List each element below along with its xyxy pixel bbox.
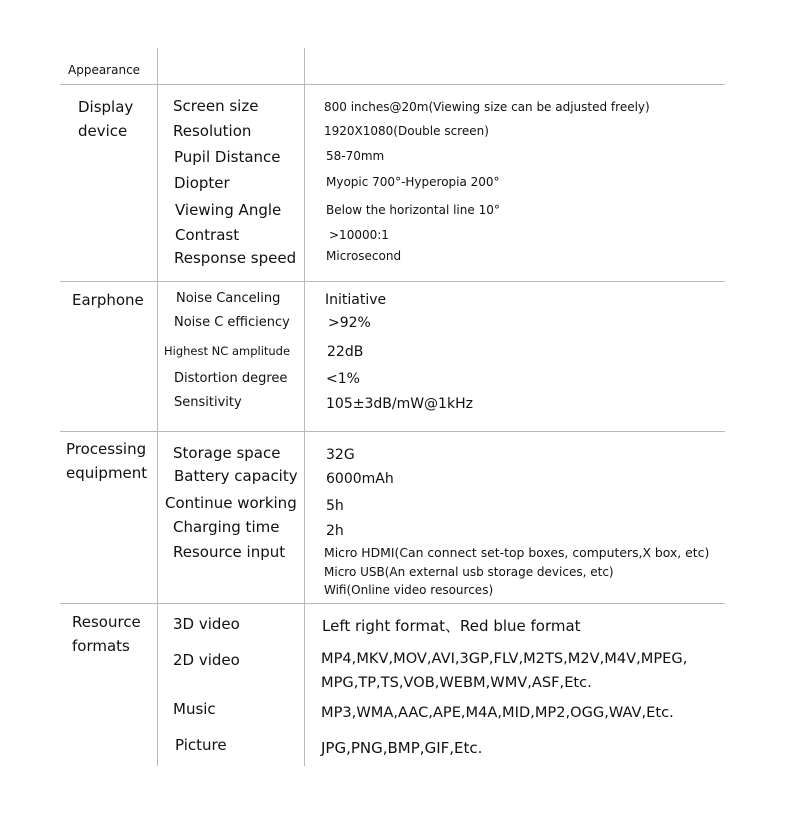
row-divider [60, 431, 725, 432]
spec-label: Response speed [174, 249, 297, 267]
spec-label: Noise C efficiency [174, 315, 290, 330]
spec-label: Resolution [173, 122, 252, 140]
row-divider [60, 281, 725, 282]
spec-value: Wifi(Online video resources) [324, 583, 494, 597]
spec-value: MP4,MKV,MOV,AVI,3GP,FLV,M2TS,M2V,M4V,MPEG, [321, 650, 688, 667]
spec-value: 22dB [327, 344, 364, 360]
spec-label: Contrast [175, 226, 240, 244]
spec-label: Distortion degree [174, 371, 288, 386]
spec-label: Sensitivity [174, 395, 242, 410]
spec-value: >10000:1 [329, 228, 389, 242]
spec-label: Viewing Angle [175, 201, 282, 219]
spec-value: 1920X1080(Double screen) [324, 124, 489, 138]
spec-value: Micro HDMI(Can connect set-top boxes, computers,X box, etc) [324, 545, 710, 560]
spec-value: Microsecond [326, 249, 402, 263]
spec-value: Myopic 700°-Hyperopia 200° [326, 175, 500, 189]
spec-label: Continue working [165, 494, 297, 512]
spec-label: Storage space [173, 444, 281, 462]
spec-label: Music [173, 700, 216, 718]
spec-value: Below the horizontal line 10° [326, 203, 500, 217]
section-title-earphone: Earphone [72, 291, 144, 309]
row-divider [60, 603, 725, 604]
spec-value: MP3,WMA,AAC,APE,M4A,MID,MP2,OGG,WAV,Etc. [321, 704, 674, 721]
spec-value: 32G [326, 447, 355, 463]
column-divider-right [304, 48, 305, 766]
spec-value: <1% [326, 371, 360, 387]
spec-label: Charging time [173, 518, 280, 536]
spec-label: Picture [175, 736, 227, 754]
spec-value: 6000mAh [326, 471, 394, 487]
section-title-display: device [78, 122, 128, 140]
spec-value: Left right format、Red blue format [322, 617, 581, 635]
spec-value: 105±3dB/mW@1kHz [326, 396, 473, 412]
section-title-processing: equipment [66, 464, 148, 482]
spec-label: Pupil Distance [174, 148, 281, 166]
column-divider-left [157, 48, 158, 766]
spec-value: Micro USB(An external usb storage devices, etc) [324, 565, 614, 579]
spec-value: 800 inches@20m(Viewing size can be adjusted freely) [324, 100, 650, 114]
spec-label: Battery capacity [174, 467, 298, 485]
spec-label: 2D video [173, 651, 240, 669]
spec-value: 2h [326, 523, 344, 539]
spec-value: 58-70mm [326, 149, 385, 163]
spec-value: JPG,PNG,BMP,GIF,Etc. [321, 739, 483, 757]
row-divider [60, 84, 725, 85]
section-title-resource: formats [72, 637, 130, 655]
spec-label: Highest NC amplitude [164, 344, 291, 358]
spec-label: Noise Canceling [176, 291, 281, 306]
spec-value: MPG,TP,TS,VOB,WEBM,WMV,ASF,Etc. [321, 674, 592, 691]
spec-label: 3D video [173, 615, 240, 633]
section-title-display: Display [78, 98, 134, 116]
spec-label: Resource input [173, 543, 286, 561]
section-title-resource: Resource [72, 613, 141, 631]
spec-label: Screen size [173, 97, 259, 115]
spec-label: Diopter [174, 174, 230, 192]
spec-value: 5h [326, 498, 344, 514]
section-title-appearance: Appearance [68, 63, 141, 77]
section-title-processing: Processing [66, 440, 147, 458]
spec-value: >92% [328, 315, 371, 331]
spec-value: Initiative [325, 292, 387, 308]
